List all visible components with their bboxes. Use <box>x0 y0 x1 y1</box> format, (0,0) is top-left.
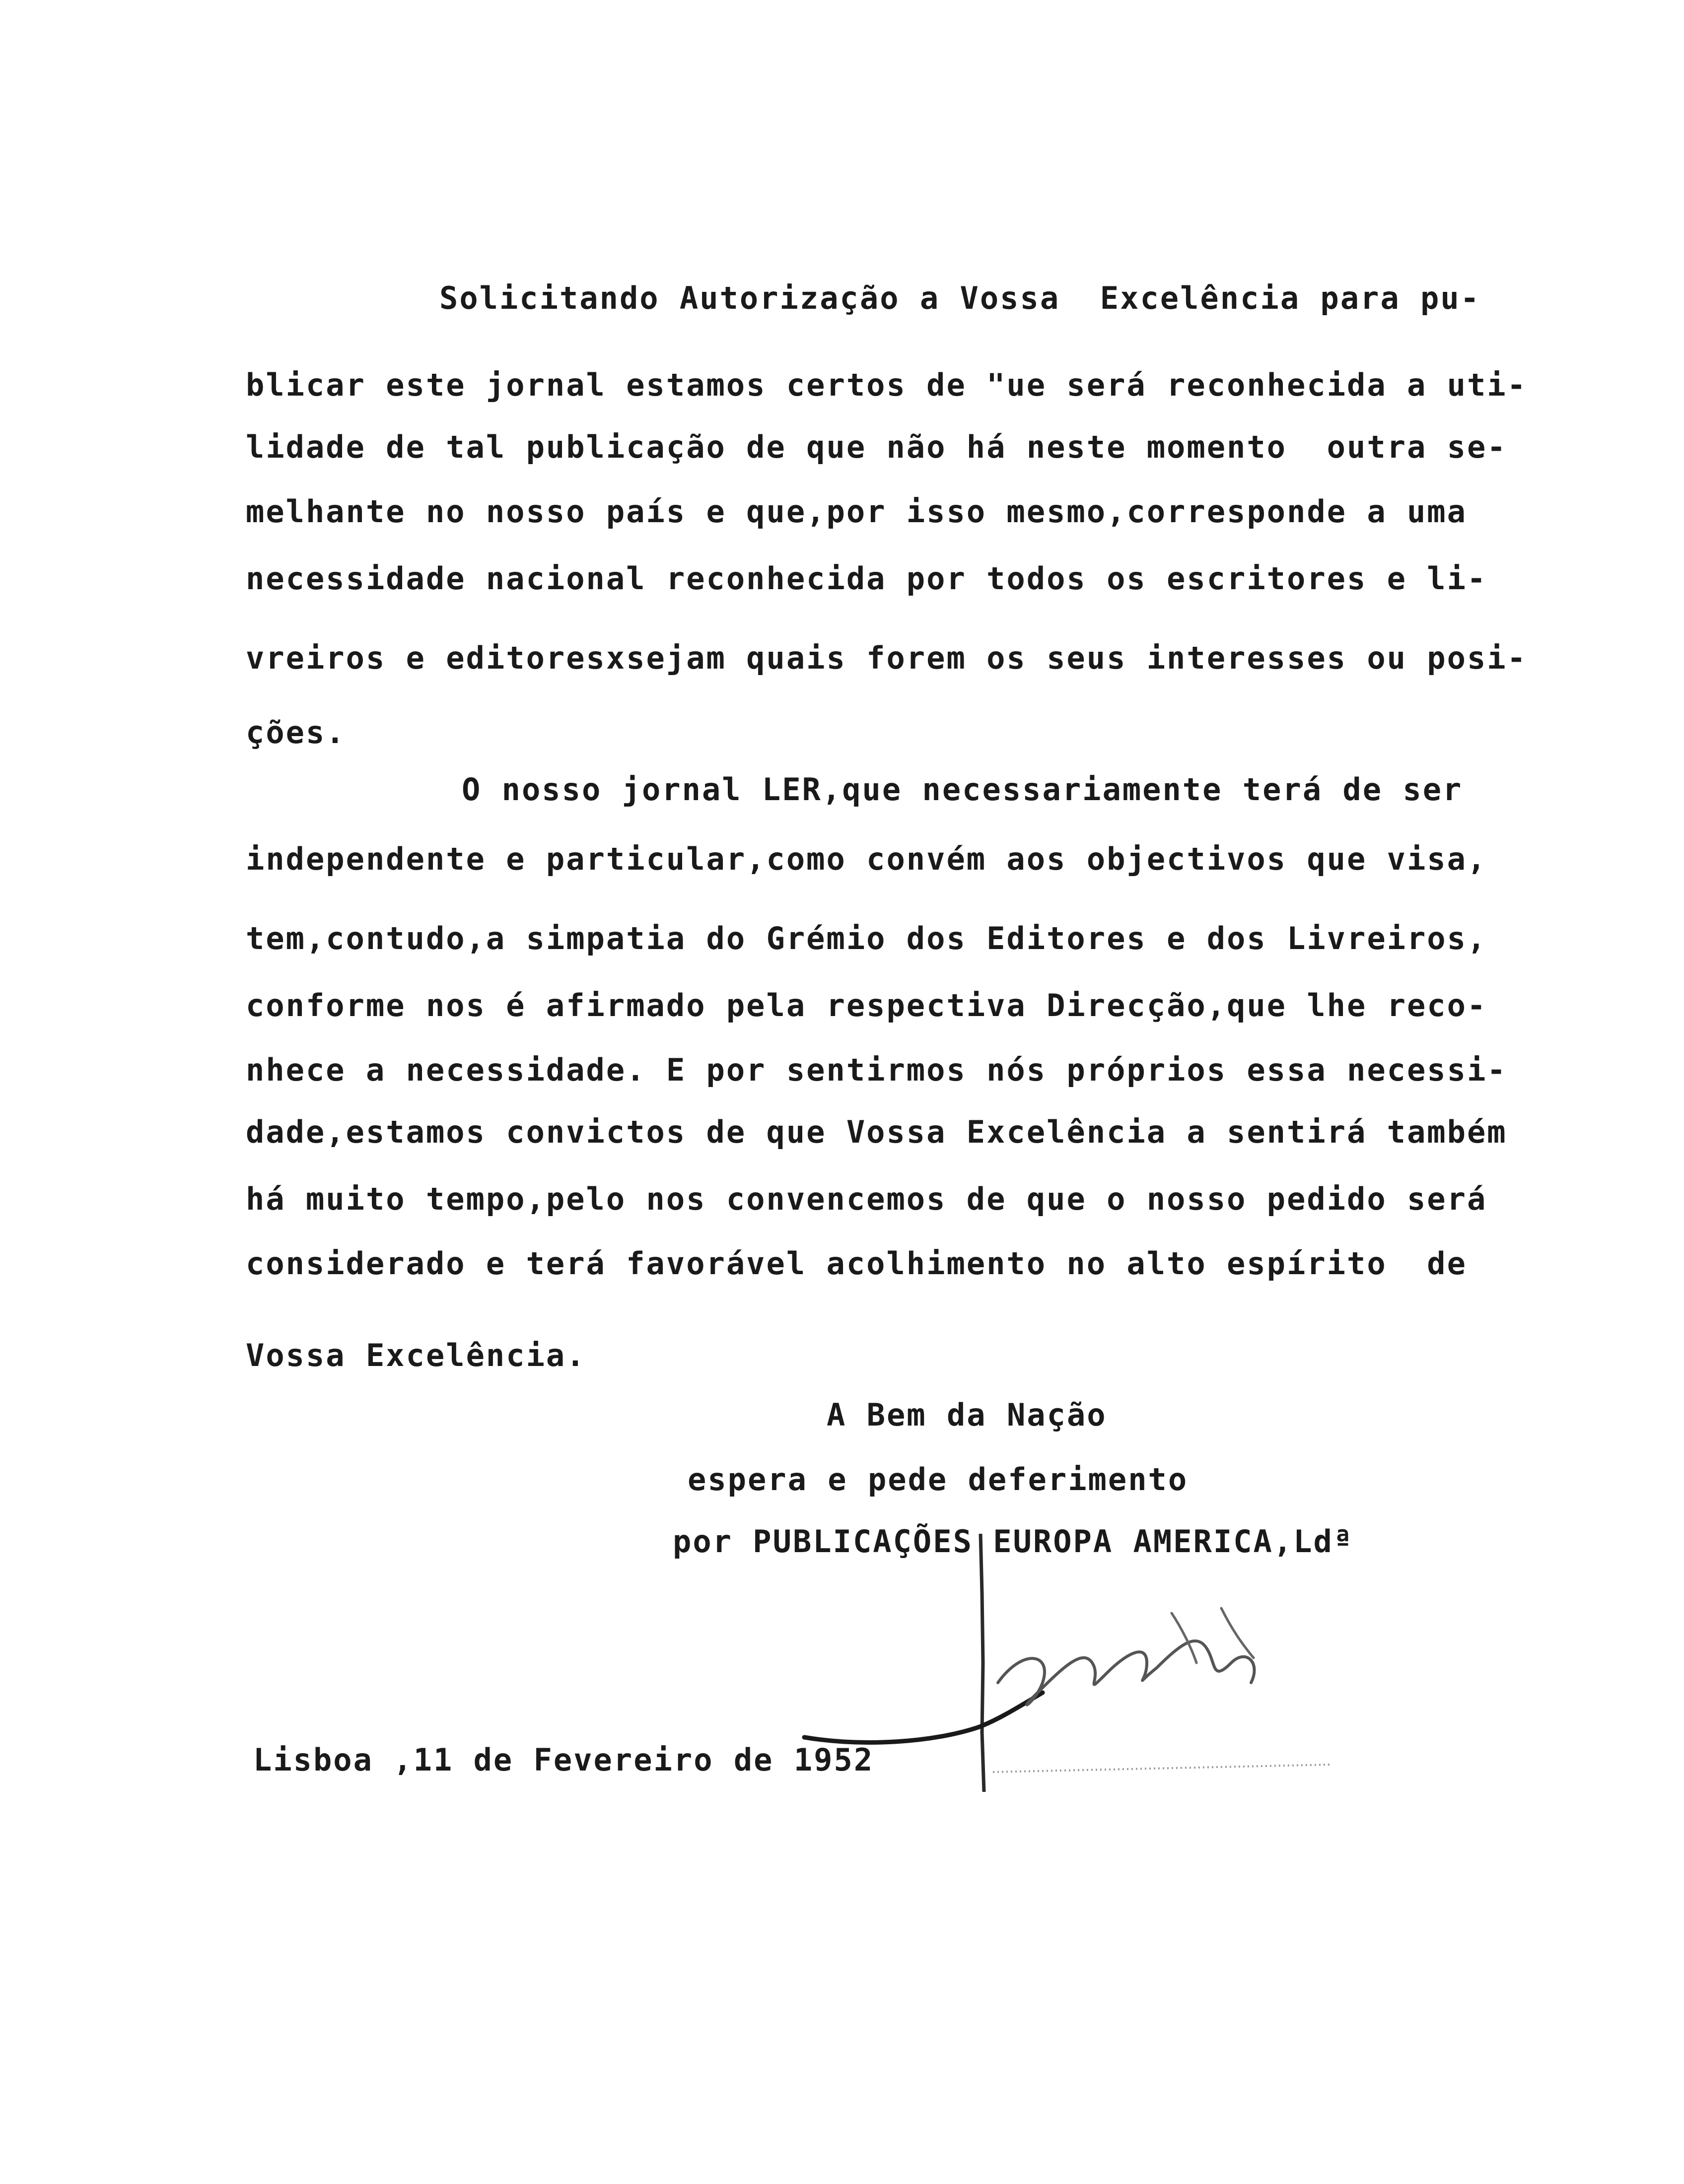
paragraph2-line-6: dade,estamos convictos de que Vossa Excelência a sentirá também <box>246 1114 1507 1150</box>
paragraph2-line-4: conforme nos é afirmado pela respectiva Direcção,que lhe reco- <box>246 987 1487 1024</box>
paragraph2-line-7: há muito tempo,pelo nos convencemos de que o nosso pedido será <box>246 1181 1487 1217</box>
paragraph2-line-1: O nosso jornal LER,que necessariamente terá de ser <box>462 771 1463 808</box>
paragraph1-line-7: ções. <box>246 714 346 751</box>
paragraph1-line-3: lidade de tal publicação de que não há neste momento outra se- <box>246 429 1507 465</box>
paragraph2-line-8: considerado e terá favorável acolhimento no alto espírito de <box>246 1245 1467 1282</box>
paragraph2-line-2: independente e particular,como convém aos objectivos que visa, <box>246 841 1487 877</box>
closing-line-2: espera e pede deferimento <box>688 1461 1189 1498</box>
paragraph2-line-5: nhece a necessidade. E por sentirmos nós próprios essa necessi- <box>246 1052 1507 1088</box>
paragraph1-line-6: vreiros e editoresxsejam quais forem os seus interesses ou posi- <box>246 640 1527 676</box>
paragraph1-line-5: necessidade nacional reconhecida por todos os escritores e li- <box>246 560 1487 597</box>
paragraph1-line-1: Solicitando Autorização a Vossa Excelência para pu- <box>439 280 1481 316</box>
closing-line-3: por PUBLICAÇÕES EUROPA AMERICA,Ldª <box>673 1523 1354 1560</box>
closing-line-1: A Bem da Nação <box>827 1397 1107 1433</box>
paragraph1-line-2: blicar este jornal estamos certos de "ue será reconhecida a uti- <box>246 367 1527 403</box>
paragraph2-line-3: tem,contudo,a simpatia do Grémio dos Editores e dos Livreiros, <box>246 920 1487 956</box>
paragraph2-line-9: Vossa Excelência. <box>246 1337 586 1373</box>
place-date: Lisboa ,11 de Fevereiro de 1952 <box>253 1742 874 1778</box>
paragraph1-line-4: melhante no nosso país e que,por isso mesmo,corresponde a uma <box>246 493 1467 530</box>
